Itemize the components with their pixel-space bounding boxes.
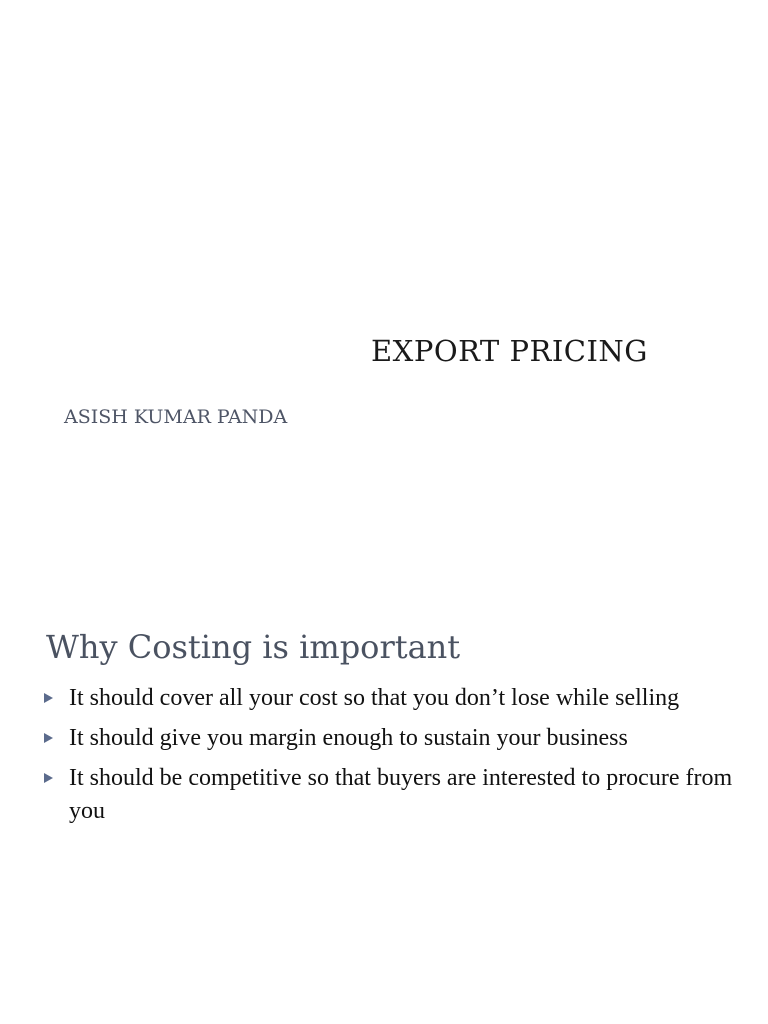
triangle-bullet-icon (44, 773, 53, 783)
slide-subtitle-author: ASISH KUMAR PANDA (64, 406, 288, 428)
content-slide (0, 576, 768, 1024)
triangle-bullet-icon (44, 733, 53, 743)
bullet-text: It should give you margin enough to sustain your business (69, 725, 628, 751)
triangle-bullet-icon (44, 693, 53, 703)
bullet-text: It should cover all your cost so that you don’t lose while selling (69, 685, 680, 711)
bullet-text: It should be competitive so that buyers are interested to procure from you (69, 765, 733, 824)
bullet-item (44, 722, 734, 755)
bullet-list (44, 682, 734, 835)
slide-heading: Why Costing is important (46, 628, 461, 666)
bullet-item (44, 762, 734, 828)
bullet-item (44, 682, 734, 715)
slide-title: EXPORT PRICING (371, 334, 648, 368)
